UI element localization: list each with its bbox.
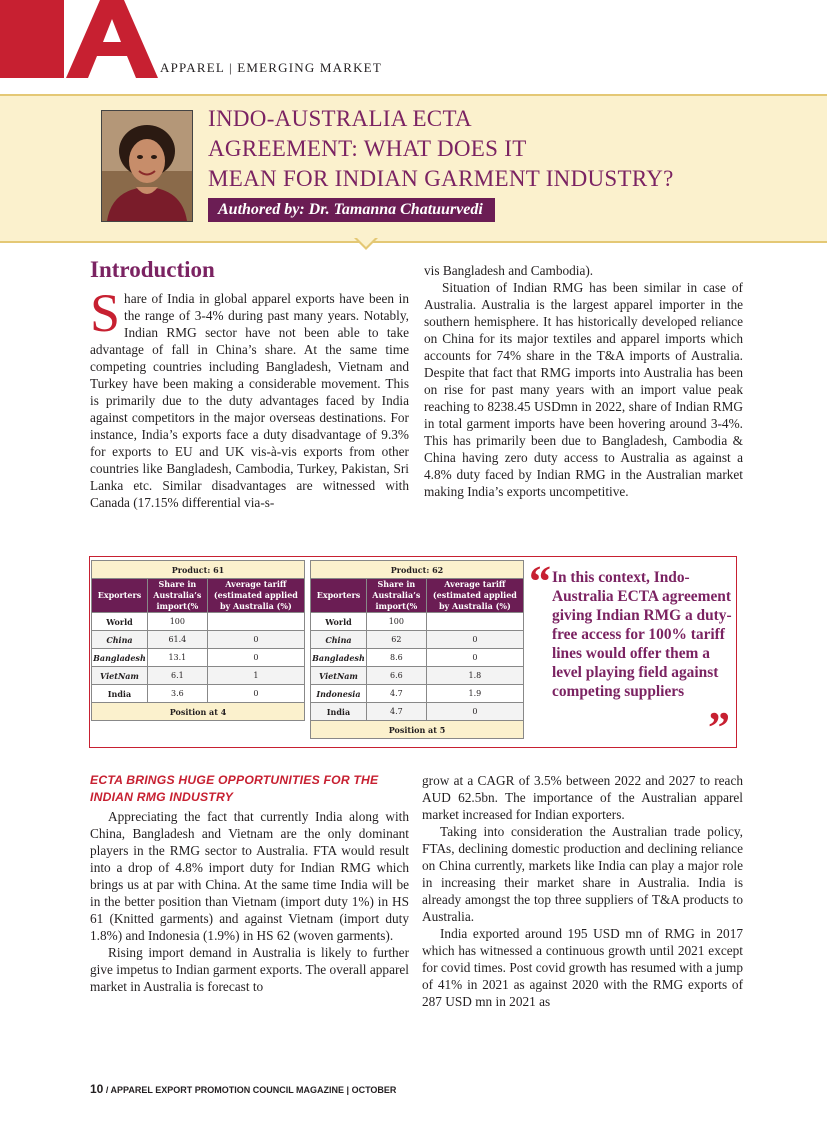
table-row bbox=[92, 667, 305, 685]
table-cell: 4.7 bbox=[366, 703, 426, 721]
table-row bbox=[92, 631, 305, 649]
intro-column-right bbox=[424, 262, 743, 500]
table-cell: 4.7 bbox=[366, 685, 426, 703]
ecta-paragraph-continued: grow at a CAGR of 3.5% between 2022 and 2027 to reach AUD 62.5bn. The importance of the Australian apparel market increased for Indian exporters. bbox=[422, 773, 743, 822]
open-quote-mark: “ bbox=[529, 557, 551, 606]
table-cell: World bbox=[311, 613, 367, 631]
intro-heading: Introduction bbox=[90, 257, 215, 282]
table-header: Share in Australia’s import(% bbox=[366, 579, 426, 613]
table-row bbox=[311, 631, 524, 649]
table-cell: World bbox=[92, 613, 148, 631]
footer-text: / APPAREL EXPORT PROMOTION COUNCIL MAGAZINE | OCTOBER bbox=[105, 1085, 397, 1095]
table-cell: 1.8 bbox=[426, 667, 523, 685]
table-cell: 3.6 bbox=[147, 685, 207, 703]
table-row bbox=[311, 649, 524, 667]
intro-paragraph: hare of India in global apparel exports have been in the range of 3-4% during past many years. Notably, Indian RMG sector have not been able to take advantage of fall in China’s share. At the same time competing countries including Bangladesh, Vietnam and Turkey have been making a considerable movement. This is primarily due to the duty advantages faced by India against competitors in the major overseas destinations. For instance, India’s exports face a duty disadvantage of 9.3% for exports to EU and UK vis-à-vis exports from other countries like Bangladesh, Cambodia, Turkey, Pakistan, Sri Lanka etc. Similar disadvantages are witnessed with Canada (17.15% differential via-s- bbox=[90, 291, 409, 510]
ecta-paragraph: Appreciating the fact that currently India along with China, Bangladesh and Vietnam are the only dominant players in the RMG sector to Australia. FTA would result into a drop of 4.8% import duty for Indian RMG which brings us at par with China. At the same time India will be in the better position than Vietnam (import duty 1%) in HS 61 (Knitted garments) and against Vietnam (import duty 1.8%) and Indonesia (1.9%) in HS 62 (woven garments). bbox=[90, 809, 409, 943]
article-title bbox=[208, 104, 768, 194]
title-line: MEAN FOR INDIAN GARMENT INDUSTRY? bbox=[208, 166, 674, 191]
drop-cap: S bbox=[90, 283, 121, 343]
table-product-label: Product: 61 bbox=[92, 561, 305, 579]
table-header: Share in Australia’s import(% bbox=[147, 579, 207, 613]
table-cell: China bbox=[92, 631, 148, 649]
table-cell: VietNam bbox=[311, 667, 367, 685]
table-cell: India bbox=[92, 685, 148, 703]
table-position-note: Position at 4 bbox=[92, 703, 305, 721]
intro-paragraph-continued: vis Bangladesh and Cambodia). bbox=[424, 263, 594, 278]
table-row bbox=[92, 685, 305, 703]
table-cell: 1.9 bbox=[426, 685, 523, 703]
table-cell: 6.1 bbox=[147, 667, 207, 685]
intro-column-left bbox=[90, 283, 409, 511]
author-byline: Authored by: Dr. Tamanna Chatuurvedi bbox=[208, 198, 495, 222]
ecta-heading: ECTA BRINGS HUGE OPPORTUNITIES FOR THE INDIAN RMG INDUSTRY bbox=[90, 773, 379, 804]
table-cell bbox=[207, 613, 304, 631]
close-quote-mark: ” bbox=[708, 703, 730, 752]
table-row bbox=[311, 667, 524, 685]
table-row bbox=[311, 613, 524, 631]
table-cell: China bbox=[311, 631, 367, 649]
title-line: AGREEMENT: WHAT DOES IT bbox=[208, 136, 527, 161]
intro-paragraph: Situation of Indian RMG has been similar in case of Australia. Australia is the largest apparel importer in the southern hemisphere. It has historically developed reliance on China for its major textiles and apparel imports which accounts for 74% share in the T&A imports of Australia. Despite that fact that RMG imports into Australia has been on rise for past many years with an import value peak reaching to 8238.45 USDmn in 2022, share of Indian RMG in total garment imports have been hovering around 3-4%. This has primarily been due to Bangladesh, Cambodia & China having zero duty access to Australia as against a 4.8% duty faced by Indian RMG in the Australian market making India’s exports uncompetitive. bbox=[424, 280, 743, 499]
table-cell: 100 bbox=[147, 613, 207, 631]
table-cell: 1 bbox=[207, 667, 304, 685]
table-cell: 0 bbox=[426, 631, 523, 649]
ecta-paragraph: Rising import demand in Australia is likely to further give impetus to Indian garment exports. The overall apparel market in Australia is forecast to bbox=[90, 945, 409, 994]
table-cell: India bbox=[311, 703, 367, 721]
table-cell: 0 bbox=[426, 703, 523, 721]
table-product-61 bbox=[91, 560, 305, 721]
table-product-label: Product: 62 bbox=[311, 561, 524, 579]
table-row bbox=[311, 703, 524, 721]
table-cell: Bangladesh bbox=[92, 649, 148, 667]
table-cell: 13.1 bbox=[147, 649, 207, 667]
page-footer bbox=[90, 1082, 396, 1096]
table-cell: Indonesia bbox=[311, 685, 367, 703]
page-number: 10 bbox=[90, 1082, 104, 1096]
section-label: APPAREL | EMERGING MARKET bbox=[160, 60, 382, 75]
ecta-paragraph: Taking into consideration the Australian trade policy, FTAs, declining domestic production and declining reliance on China currently, markets like India can play a major role in increasing their market share in Australia. India is already amongst the top three suppliers of T&A products to Australia. bbox=[422, 824, 743, 924]
apparel-logo bbox=[0, 0, 160, 78]
table-cell: 62 bbox=[366, 631, 426, 649]
ecta-paragraph: India exported around 195 USD mn of RMG in 2017 which has witnessed a continuous growth until 2021 except for covid times. Post covid growth has resumed with a jump of 41% in 2021 as against 2020 with the RMG exports of 287 USD mn in 2021 as bbox=[422, 926, 743, 1009]
pull-quote: In this context, Indo-Australia ECTA agreement giving Indian RMG a duty-free access for 100% tariff lines would offer them a level playing field against competing suppliers bbox=[552, 569, 732, 700]
table-cell: 100 bbox=[366, 613, 426, 631]
table-position-note: Position at 5 bbox=[311, 721, 524, 739]
table-cell: Bangladesh bbox=[311, 649, 367, 667]
table-header: Average tariff (estimated applied by Australia (%) bbox=[426, 579, 523, 613]
table-cell: 0 bbox=[207, 649, 304, 667]
table-row bbox=[311, 685, 524, 703]
table-header: Average tariff (estimated applied by Australia (%) bbox=[207, 579, 304, 613]
author-photo bbox=[101, 110, 193, 222]
table-cell: 6.6 bbox=[366, 667, 426, 685]
table-header: Exporters bbox=[92, 579, 148, 613]
table-cell: 0 bbox=[426, 649, 523, 667]
title-line: INDO-AUSTRALIA ECTA bbox=[208, 106, 472, 131]
table-row bbox=[92, 613, 305, 631]
table-cell: 61.4 bbox=[147, 631, 207, 649]
table-cell bbox=[426, 613, 523, 631]
header-notch bbox=[354, 238, 378, 250]
table-row bbox=[92, 649, 305, 667]
table-cell: 8.6 bbox=[366, 649, 426, 667]
table-header: Exporters bbox=[311, 579, 367, 613]
ecta-column-left bbox=[90, 808, 409, 995]
table-product-62 bbox=[310, 560, 524, 739]
table-cell: 0 bbox=[207, 631, 304, 649]
table-cell: VietNam bbox=[92, 667, 148, 685]
ecta-column-right bbox=[422, 772, 743, 1010]
table-cell: 0 bbox=[207, 685, 304, 703]
